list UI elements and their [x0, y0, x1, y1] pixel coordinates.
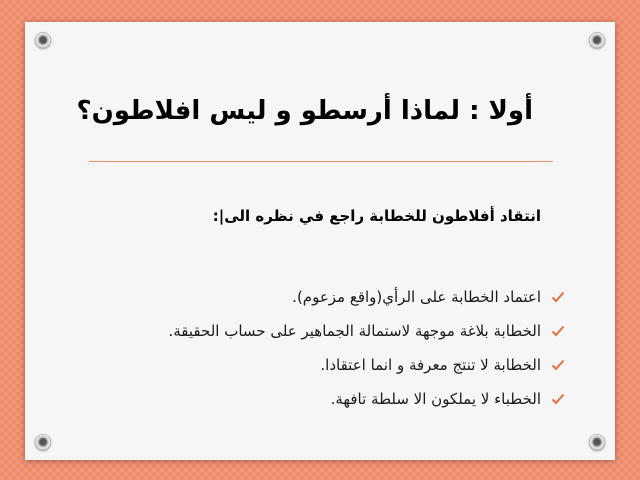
list-item [87, 280, 567, 314]
list-item [87, 314, 567, 348]
slide-title: أولا : لماذا أرسطو و ليس افلاطون؟ [76, 96, 533, 126]
bullet-text: الخطابة لا تنتج معرفة و انما اعتقادا. [320, 356, 541, 374]
bullet-text: اعتماد الخطابة على الرأي(واقع مزعوم). [292, 288, 541, 306]
bullet-text: الخطباء لا يملكون الا سلطة تافهة. [330, 390, 541, 408]
check-icon [549, 358, 567, 372]
check-icon [549, 324, 567, 338]
title-divider [89, 161, 553, 162]
slide-subheading: انتقاد أفلاطون للخطابة راجع في نظره الى|: [212, 207, 541, 225]
pushpin-icon [35, 434, 51, 450]
check-icon [549, 392, 567, 406]
bullet-text: الخطابة بلاغة موجهة لاستمالة الجماهير على حساب الحقيقة. [168, 322, 541, 340]
pushpin-icon [35, 32, 51, 48]
pushpin-icon [589, 434, 605, 450]
list-item [87, 348, 567, 382]
list-item [87, 382, 567, 416]
slide-card [25, 22, 615, 460]
bullet-list [87, 280, 567, 416]
pushpin-icon [589, 32, 605, 48]
check-icon [549, 290, 567, 304]
